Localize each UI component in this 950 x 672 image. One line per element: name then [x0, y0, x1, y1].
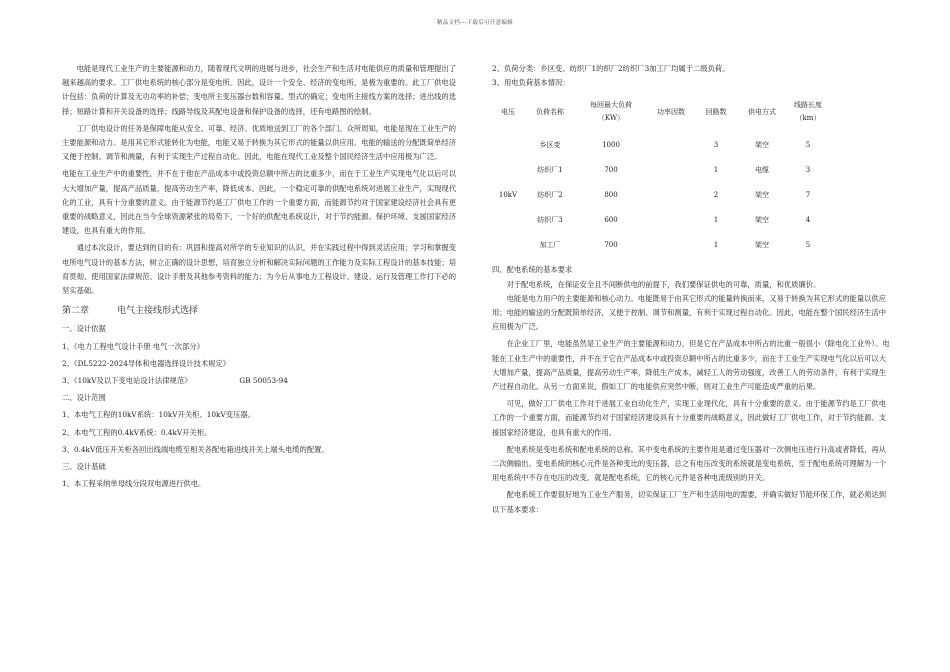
- line-length-cell: 5: [805, 140, 811, 149]
- intro-paragraph-1: 电能是现代工业生产的主要能源和动力，随着现代文明的进展与进步，社会生产和生活对电能供应的质量和管理提出了越来越高的要求。工厂供电系统的核心部分是变电所。因此，设计一个安全、经济的变电所，是极为重要的。此工厂供电设计包括：负荷的计算及无功功率的补偿；变电所主变压器台数和容量、型式的确定；变电所主接线方案的选择；进出线的选择；短路计算和开关设备的选择；线路导线及其配电设备和保护设备的选择，还有电路图的绘制。: [62, 64, 457, 116]
- table-row: [492, 132, 828, 157]
- chapter-number: 第二章: [62, 306, 90, 317]
- power-factor-cell: [646, 182, 696, 207]
- circuits-cell: 2: [713, 190, 719, 199]
- col-line-length-line2: （km）: [795, 114, 821, 123]
- section-design-scope: 二、设计范围: [62, 393, 106, 403]
- load-name-cell: 纺织厂2: [537, 190, 563, 199]
- table-row: [492, 207, 828, 232]
- max-load-cell: 700: [604, 240, 618, 249]
- col-voltage: 电压: [501, 108, 515, 117]
- intro-paragraph-4: 通过本次设计，要达到的目的有：巩固和提高对所学的专业知识的认识，并在实践过程中得到灵活应用；学习和掌握变电所电气设计的基本方法，树立正确的设计思想，培育独立分析和解决实际问题的工作能力及实际工程设计的基本技能；培育贯彻、使用国家法律规范、设计手册及其他参考资料的能力；为今后从事电力工程设计、建设、运行及管理工作打下必的: [62, 243, 457, 281]
- intro-paragraph-3: 电能在工业生产中的重要性，并不在于他在产品成本中或投资总额中所占的比重多少，而在于工业生产实现电气化以后可以大大增加产量，提高产品质量，提高劳动生产率，降低成本。因此，一个稳定可靠的供配电系统对进展工业生产，实现现代化的工业，具有十分重要的意义。由于能源节约是工厂供电工作的一个重要方面，而能源节约对于国家建设经济社会具有更重要的战略意义，因此在当今全球资源紧张的局势下，一个好的供配电系统设计，对于节约能源、保护环境、支援国家经济建设，也具有重大的作用。: [62, 169, 457, 236]
- basis-item-1: 1、《电力工程电气设计手册 电气一次部分》: [62, 341, 204, 351]
- intro-paragraph-5: 坚实基础。: [62, 286, 99, 296]
- scope-item-1: 1、本电气工程的10kV系统：10kV开关柜、10kV变压器。: [62, 410, 255, 420]
- intro-paragraph-2: 工厂供电设计的任务是保障电能从安全、可靠、经济、优质地送到工厂的各个部门。众所周知，电能是现在工业生产的主要能源和动力。是用其它形式能转化为电能，电能又易于转换为其它形式的能量以供应用。电能的输送的分配既简单经济又便于控制、调节和测量，有利于实现生产过程自动化。因此，电能在现代工业及整个国民经济生活中应用极为广泛。: [62, 123, 457, 162]
- circuits-cell: 1: [713, 215, 719, 224]
- voltage-cell: 10kV: [498, 190, 518, 199]
- scope-item-3: 3、0.4kV低压开关柜各回出线端电缆至相关各配电箱进线开关上端头电缆的配置。: [62, 444, 329, 454]
- power-factor-cell: [646, 207, 696, 232]
- circuits-cell: 1: [713, 240, 719, 249]
- section-design-base: 三、设计基础: [62, 462, 106, 472]
- load-name-cell: 加工厂: [539, 240, 561, 249]
- left-column: [62, 62, 460, 494]
- basis-item-3: [62, 374, 460, 388]
- section-design-basis: 一、设计依据: [62, 324, 106, 334]
- chapter-heading: [62, 304, 460, 318]
- supply-mode-cell: 电缆: [755, 165, 769, 174]
- circuits-cell: 3: [713, 140, 719, 149]
- table-row: [492, 182, 828, 207]
- basis-item-3-title: 3、《10kV及以下变电站设计法律规范》: [62, 376, 192, 386]
- max-load-cell: 800: [604, 190, 618, 199]
- requirements-paragraph-1: 对于配电系统，在保证安全且不间断供电的前提下，我们要保证供电的可靠，质量，和优质廉价。: [506, 279, 821, 289]
- supply-mode-cell: 架空: [755, 215, 769, 224]
- load-name-cell: 纺织厂1: [537, 165, 563, 174]
- right-column: [492, 62, 890, 517]
- line-length-cell: 4: [805, 215, 811, 224]
- basis-item-2: 2、《DL5222-2024导体和电器选择设计技术规定》: [62, 358, 231, 368]
- table-row: [492, 157, 828, 182]
- line-length-cell: 5: [805, 240, 811, 249]
- col-supply-mode: 供电方式: [748, 108, 776, 117]
- power-factor-cell: [646, 232, 696, 257]
- base-item-1: 1、本工程采纳单母线分段双电源进行供电。: [62, 479, 206, 489]
- table-row: [492, 232, 828, 257]
- circuits-cell: 1: [713, 165, 719, 174]
- basis-item-3-code: GB 50053-94: [239, 376, 288, 386]
- power-factor-cell: [646, 132, 696, 157]
- max-load-cell: 1000: [602, 140, 620, 149]
- max-load-cell: 600: [604, 215, 618, 224]
- requirements-paragraph-2: 电能是电力用户的主要能源和核心动力。电能既易于由其它形式的能量转换而来，又易于转换为其它形式的能量以供应用；电能的输送的分配既简单经济，又便于控制、调节和测量，有利于实现过程自动化。因此，电能在整个国民经济生活中应用极为广泛。: [492, 293, 887, 332]
- section-distribution-requirements: 四、配电系统的基本要求: [492, 265, 573, 275]
- col-circuits: 回路数: [705, 108, 727, 117]
- col-max-load: [576, 92, 646, 132]
- load-name-cell: 纺织厂3: [537, 215, 563, 224]
- line-length-cell: 7: [805, 190, 811, 199]
- load-table: [492, 92, 828, 257]
- chapter-title: 电气主接线形式选择: [117, 306, 199, 317]
- requirements-paragraph-6: 配电系统工作要很好地为工业生产服务，切实保证工厂生产和生活用电的需要，并确实做好节能环保工作，就必须达到以下基本要求：: [492, 490, 887, 514]
- page-header: 精品文档---下载后可任意编辑: [436, 20, 514, 26]
- col-max-load-line1: 每回最大负荷: [590, 101, 632, 110]
- col-line-length: [788, 92, 828, 132]
- load-table-header-row: [492, 92, 828, 132]
- load-situation: 3、用电负荷基本情况：: [492, 78, 570, 88]
- power-factor-cell: [646, 157, 696, 182]
- supply-mode-cell: 架空: [755, 190, 769, 199]
- requirements-paragraph-4: 可见，做好工厂供电工作对于进展工业自动化生产，实现工业现代化，具有十分重要的意义。由于能源节约是工厂供电工作的一个重要方面，而能源节约对于国家经济建设具有十分重要的战略意义，因此做好工厂供电工作，对于节约能源、支援国家经济建设，也具有重大的作用。: [492, 399, 887, 437]
- load-name-cell: 乡区变: [539, 140, 561, 149]
- max-load-cell: 700: [604, 165, 618, 174]
- requirements-paragraph-5: 配电系统是变电系统和配电系统的总称。其中变电系统的主要作用是通过变压器对一次侧电压进行升高或者降低，再从二次侧输出。变电系统的核心元件是各种变比的变压器，总之有电压改变的系统就是变电系统，至于配电系统可理解为一个用电系统中不存在电压的改变，就是配电系统，它的核心元件是各种电流级别的开关。: [492, 444, 887, 483]
- scope-item-2: 2、本电气工程的0.4kV系统：0.4kV开关柜。: [62, 427, 212, 437]
- line-length-cell: 3: [805, 165, 811, 174]
- col-line-length-line1: 线路长度: [794, 101, 822, 110]
- supply-mode-cell: 架空: [755, 140, 769, 149]
- col-max-load-line2: （KW）: [597, 114, 625, 123]
- requirements-paragraph-3: 在企业工厂里，电能虽然是工业生产的主要能源和动力，但是它在产品成本中所占的比重一般很小（除电化工业外）。电能在工业生产中的重要性，并不在于它在产品成本中或投资总额中所占的比重多少，而在于工业生产实现电气化以后可以大大增加产量，提高产品质量，提高劳动生产率，降低生产成本，减轻工人的劳动强度，改善工人的劳动条件，有利于实现生产过程自动化。从另一方面来说，假如工厂的电能供应突然中断，则对工业生产可能造成严重的后果。: [492, 339, 890, 392]
- supply-mode-cell: 架空: [755, 240, 769, 249]
- col-load-name: 负荷名称: [536, 108, 564, 117]
- load-classification: 2、负荷分类：乡区变、纺织厂1的织厂2纺织厂3加工厂均属于二级负荷。: [492, 64, 730, 73]
- col-power-factor: 功率因数: [657, 108, 685, 117]
